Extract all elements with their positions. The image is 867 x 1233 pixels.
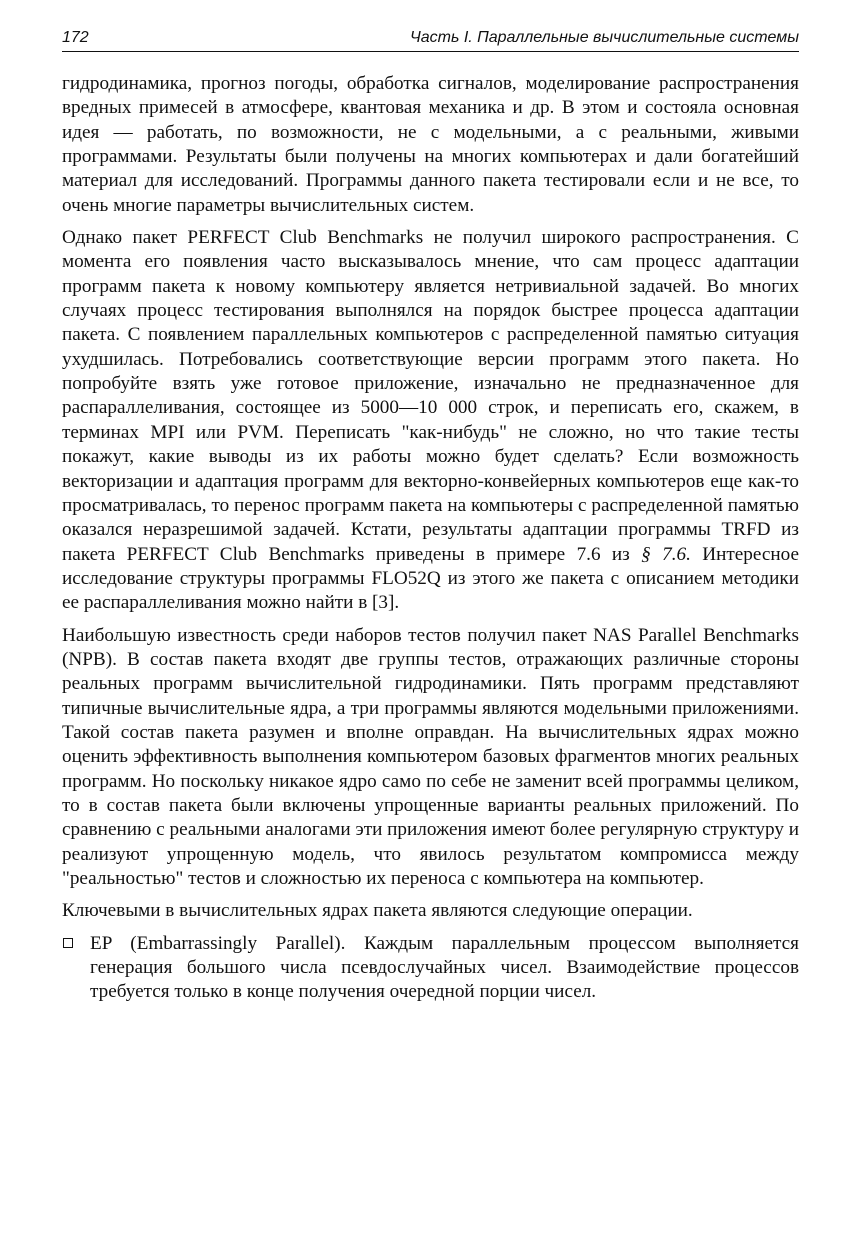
square-bullet-icon [63,938,73,948]
bullet-item [62,932,799,1005]
paragraph-1: гидродинамика, прогноз погоды, обработка сигналов, моделирование распространения вредных примесей в атмосфере, квантовая механика и др. В этом и состояла основная идея — работать, по возможности, не с модельными, а с реальными, живыми программами. Результаты были получены на многих компьютерах и дали богатейший материал для исследований. Программы данного пакета тестировали если и не все, то очень многие параметры вычислительных систем. [62,73,799,216]
paragraph-3: Наибольшую известность среди наборов тестов получил пакет NAS Parallel Benchmarks (NPB). В состав пакета входят две группы тестов, отражающих различные стороны реальных программ вычислительной гидродинамики. Пять программ представляют типичные вычислительные ядра, а три программы являются модельными приложениями. Такой состав пакета разумен и вполне оправдан. На вычислительных ядрах можно оценить эффективность выполнения компьютером базовых фрагментов многих реальных программ. Но поскольку никакое ядро само по себе не заменит всей программы целиком, то в состав пакета были включены упрощенные варианты реальных приложений. По сравнению с реальными аналогами эти приложения имеют более регулярную структуру и реализуют упрощенную модель, что явилось результатом компромисса между "реальностью" тестов и сложностью их переноса с компьютера на компьютер. [62,624,799,889]
paragraph-2 [62,226,799,616]
paragraph-2-part1: Однако пакет PERFECT Club Benchmarks не получил широкого распространения. С момента его появления часто высказывалось мнение, что сам процесс адаптации программ пакета к новому компьютеру является нетривиальной задачей. Во многих случаях процесс тестирования выполнялся на порядок быстрее процесса адаптации пакета. С появлением параллельных компьютеров с распределенной памятью ситуация ухудшилась. Потребовались соответствующие версии программ этого пакета. Но попробуйте взять уже готовое приложение, изначально не предназначенное для распараллеливания, состоящее из 5000—10 000 строк, и переписать его, скажем, в терминах MPI или PVM. Переписать "как-нибудь" не сложно, но что такие тесты покажут, какие выводы из их работы можно будет сделать? Если возможность векторизации и адаптация программ для векторно-конвейерных компьютеров еще как-то просматривалась, то перенос программ пакета на компьютеры с распределенной памятью оказался неразрешимой задачей. Кстати, результаты адаптации программы TRFD из пакета PERFECT Club Benchmarks приведены в примере 7.6 из [62,227,799,565]
paragraph-2-part2: Интересное исследование структуры программы FLO52Q из этого же пакета с описанием методики ее распараллеливания можно найти в [3]. [62,543,800,614]
book-page [62,28,799,1005]
page-header [62,28,799,52]
section-reference: § 7.6. [641,543,691,565]
paragraph-4: Ключевыми в вычислительных ядрах пакета являются следующие операции. [62,900,693,922]
bullet-list [62,932,799,1005]
running-title: Часть I. Параллельные вычислительные системы [409,29,799,46]
body-text [62,72,799,1005]
page-number: 172 [62,29,89,46]
bullet-text: EP (Embarrassingly Parallel). Каждым параллельным процессом выполняется генерация большого числа псевдослучайных чисел. Взаимодействие процессов требуется только в конце получения очередной порции чисел. [90,932,799,1003]
